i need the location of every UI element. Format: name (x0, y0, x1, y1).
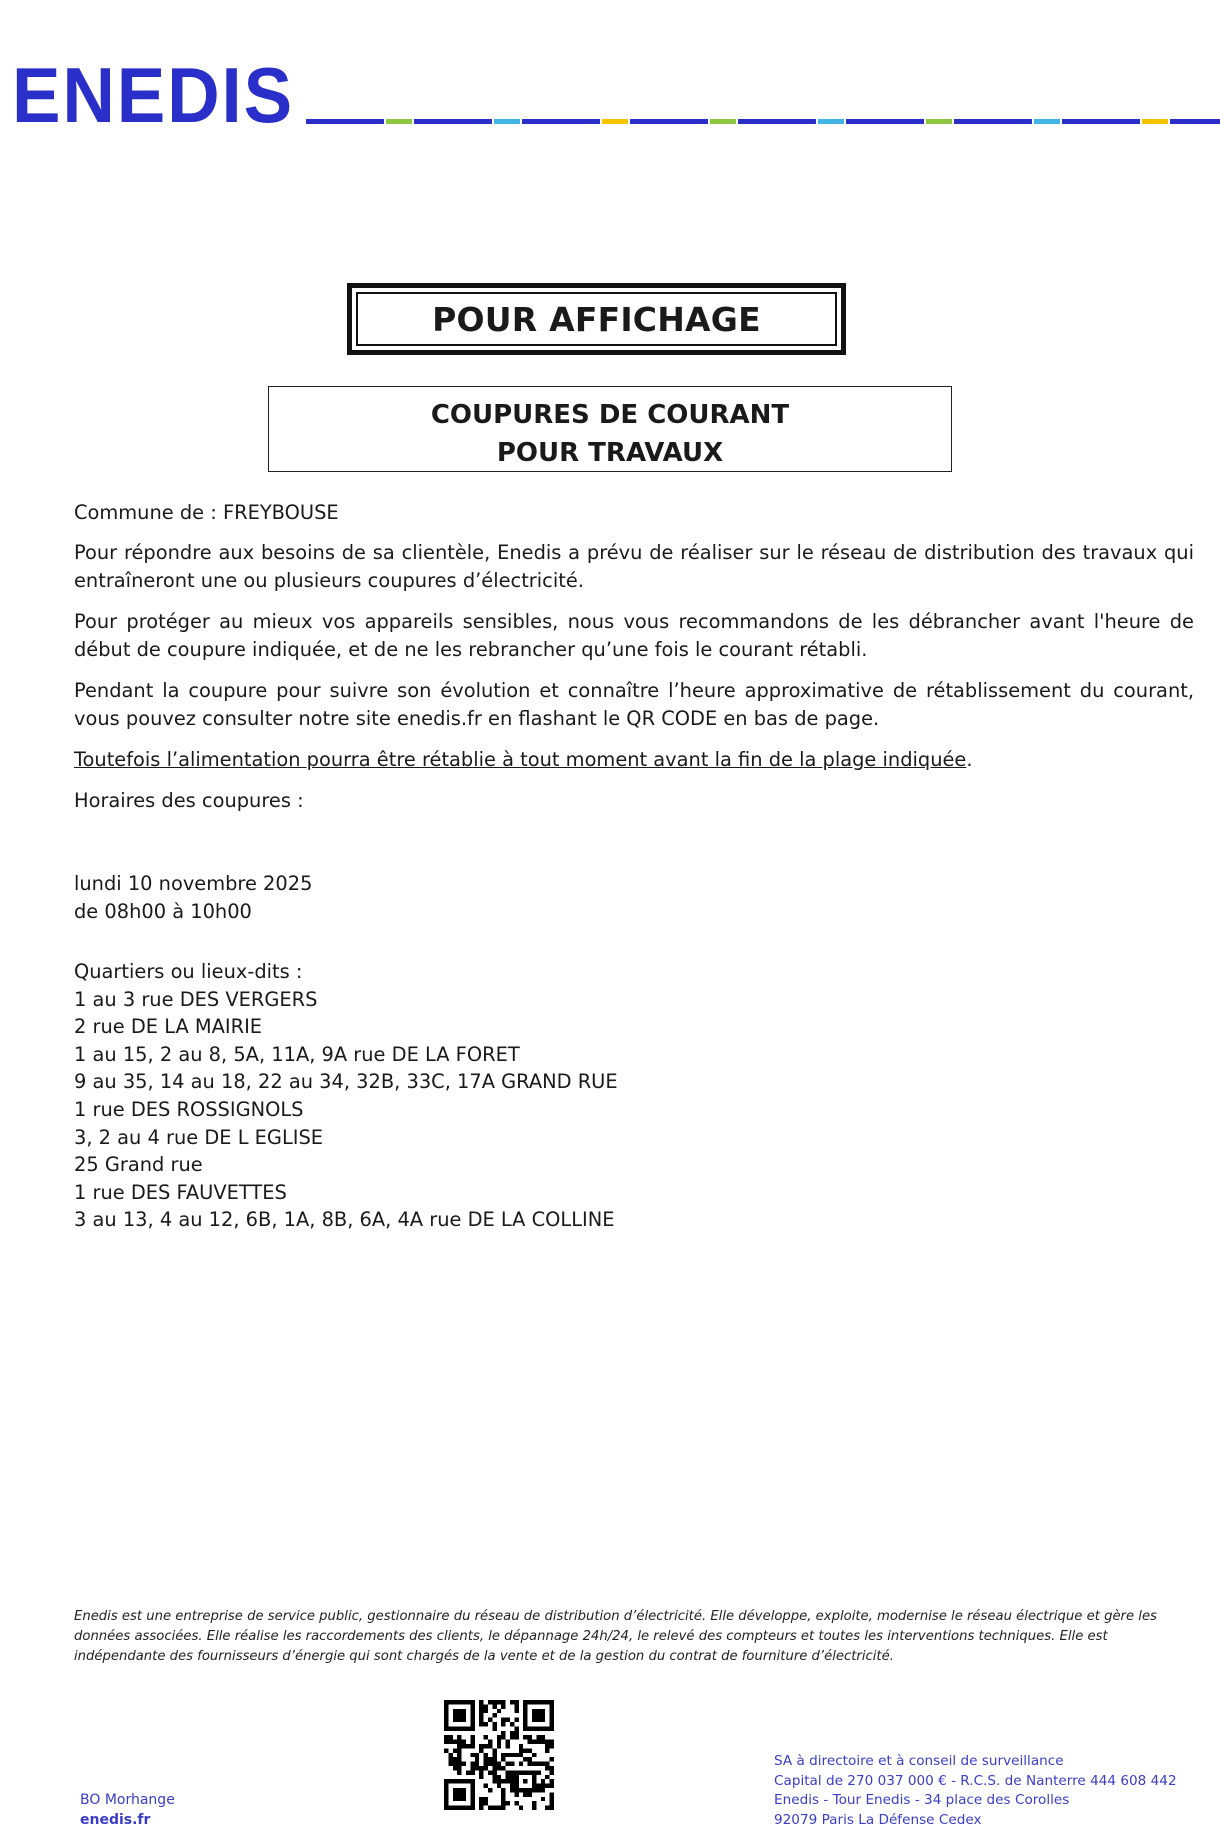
list-item: 1 rue DES ROSSIGNOLS (74, 1097, 304, 1121)
stamp-title: POUR AFFICHAGE (432, 299, 761, 339)
stripe-segment (602, 119, 628, 124)
stripe-segment (1142, 119, 1168, 124)
stripe-segment (1034, 119, 1060, 124)
subtitle-line-2: POUR TRAVAUX (496, 438, 724, 468)
paragraph-3: Pendant la coupure pour suivre son évolution et connaître l’heure approximative de rétablissement du courant, vous pouvez consulter notre site enedis.fr en flashant le QR CODE en bas de page. (74, 679, 1194, 730)
list-item: 1 rue DES FAUVETTES (74, 1180, 287, 1204)
footer-info-line: Enedis - Tour Enedis - 34 place des Corolles (774, 1792, 1070, 1808)
warning-period: . (966, 748, 973, 771)
outage-hours: de 08h00 à 10h00 (74, 900, 252, 923)
warning-text: Toutefois l’alimentation pourra être rétablie à tout moment avant la fin de la plage indiquée (74, 748, 967, 771)
places-list (74, 958, 618, 1234)
enedis-logo (12, 62, 297, 128)
list-item: 9 au 35, 14 au 18, 22 au 34, 32B, 33C, 17A GRAND RUE (74, 1070, 618, 1094)
paragraph-1: Pour répondre aux besoins de sa clientèle, Enedis a prévu de réaliser sur le réseau de distribution des travaux qui entraîneront une ou plusieurs coupures d’électricité. (74, 541, 1194, 592)
footer-website-link[interactable]: enedis.fr (80, 1812, 151, 1828)
stripe-segment (1062, 119, 1140, 124)
brand-stripe (306, 119, 1220, 124)
stripe-segment (522, 119, 600, 124)
commune-line: Commune de : FREYBOUSE (74, 501, 339, 524)
list-item: 3, 2 au 4 rue DE L EGLISE (74, 1125, 324, 1149)
stripe-segment (738, 119, 816, 124)
stripe-segment (846, 119, 924, 124)
stripe-segment (1170, 119, 1220, 124)
places-label: Quartiers ou lieux-dits : (74, 960, 303, 983)
qr-code-icon[interactable] (444, 1700, 554, 1810)
stripe-segment (710, 119, 736, 124)
paragraph-2: Pour protéger au mieux vos appareils sensibles, nous vous recommandons de les débrancher avant l'heure de début de coupure indiquée, et de ne les rebrancher qu’une fois le courant rétabli. (74, 610, 1194, 661)
list-item: 1 au 15, 2 au 8, 5A, 11A, 9A rue DE LA FORET (74, 1042, 520, 1066)
footer-info-line: SA à directoire et à conseil de surveillance (774, 1753, 1064, 1769)
footer-company-info (774, 1752, 1177, 1830)
stripe-segment (818, 119, 844, 124)
list-item: 25 Grand rue (74, 1153, 203, 1177)
list-item: 2 rue DE LA MAIRIE (74, 1015, 263, 1039)
outage-date: lundi 10 novembre 2025 (74, 872, 313, 895)
footer-info-line: 92079 Paris La Défense Cedex (774, 1811, 982, 1828)
stripe-segment (386, 119, 412, 124)
stripe-segment (630, 119, 708, 124)
footer-office: BO Morhange (80, 1792, 175, 1808)
subtitle-line-1: COUPURES DE COURANT (430, 400, 790, 430)
stripe-segment (306, 119, 384, 124)
legal-notice: Enedis est une entreprise de service public, gestionnaire du réseau de distribution d’électricité. Elle développe, exploite, modernise le réseau électrique et gère les données associées. Elle réalise les raccordements des clients, le dépannage 24h/24, le relevé des compteurs et toutes les interventions techniques. Elle est indépendante des fournisseurs d’énergie qui sont chargés de la vente et de la gestion du contrat de fourniture d’électricité. (74, 1609, 1157, 1664)
stripe-segment (494, 119, 520, 124)
list-item: 3 au 13, 4 au 12, 6B, 1A, 8B, 6A, 4A rue DE LA COLLINE (74, 1208, 615, 1232)
stripe-segment (926, 119, 952, 124)
list-item: 1 au 3 rue DES VERGERS (74, 987, 318, 1011)
schedule-label: Horaires des coupures : (74, 789, 304, 812)
warning-line (74, 746, 1194, 774)
svg-text:ENEDIS: ENEDIS (12, 62, 294, 128)
footer-left (80, 1790, 175, 1830)
notice-subtitle-box (268, 386, 952, 472)
stripe-segment (954, 119, 1032, 124)
footer-info-line: Capital de 270 037 000 € - R.C.S. de Nanterre 444 608 442 (774, 1772, 1177, 1789)
stripe-segment (414, 119, 492, 124)
pour-affichage-stamp (347, 283, 846, 355)
